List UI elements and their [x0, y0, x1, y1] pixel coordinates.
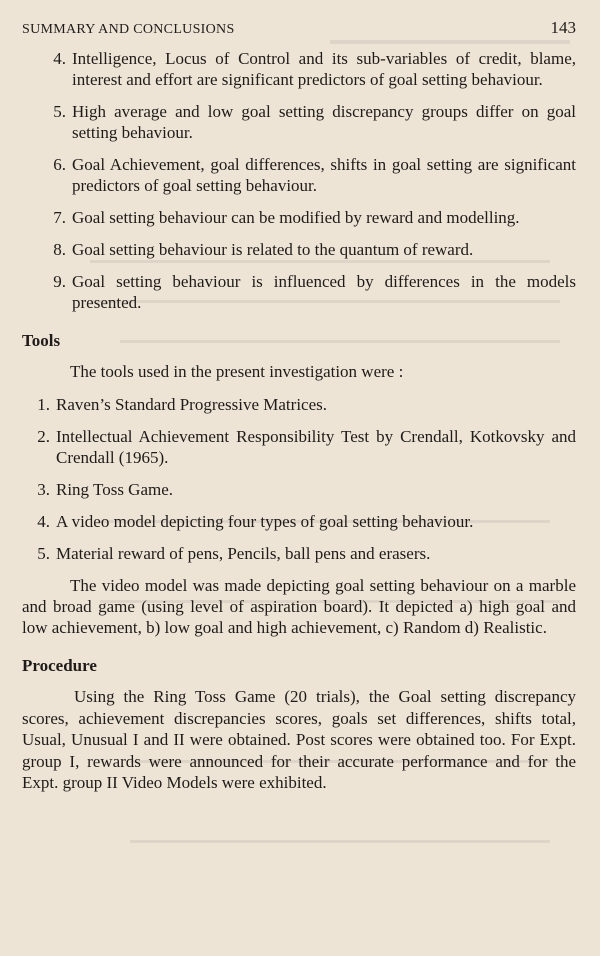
item-text: Raven’s Standard Progressive Matrices. [56, 395, 327, 414]
item-text: Intelligence, Locus of Control and its sub-variables of credit, blame, interest and effort are significant predictors of goal setting behaviour. [72, 49, 576, 89]
findings-list [22, 48, 576, 313]
procedure-paragraph: Using the Ring Toss Game (20 trials), the Goal setting discrepancy scores, achievement discrepancies scores, goals set differences, shifts total, Usual, Unusual I and II were obtained. Post scores were obtained too. For Expt. group I, rewards were announced for their accurate performance and for the Expt. group II Video Models were exhibited. [22, 687, 576, 792]
list-item [22, 479, 576, 500]
list-item [22, 48, 576, 90]
tools-list [22, 394, 576, 564]
item-text: Ring Toss Game. [56, 480, 174, 499]
list-item [22, 239, 576, 260]
list-item [22, 207, 576, 228]
list-item [22, 101, 576, 143]
page-number: 143 [550, 18, 576, 37]
item-number: 5. [53, 102, 66, 121]
item-number: 5. [37, 544, 50, 563]
list-item [22, 543, 576, 564]
item-number: 2. [37, 427, 50, 446]
running-title: SUMMARY AND CONCLUSIONS [22, 22, 235, 37]
tools-heading: Tools [22, 331, 61, 350]
item-number: 4. [53, 49, 66, 68]
item-text: A video model depicting four types of goal setting behaviour. [56, 512, 474, 531]
item-number: 4. [37, 512, 50, 531]
video-model-paragraph: The video model was made depicting goal setting behaviour on a marble and broad game (using level of aspiration board). It depicted a) high goal and low achievement, b) low goal and high achievement, c) Random d) Realistic. [22, 576, 576, 637]
item-text: High average and low goal setting discrepancy groups differ on goal setting behaviour. [72, 102, 576, 142]
item-text: Goal setting behaviour is influenced by differences in the models presented. [72, 272, 576, 312]
item-number: 1. [37, 395, 50, 414]
list-item [22, 426, 576, 468]
item-text: Material reward of pens, Pencils, ball pens and erasers. [56, 544, 431, 563]
procedure-heading: Procedure [22, 656, 97, 675]
tools-intro: The tools used in the present investigation were : [70, 362, 404, 381]
item-text: Goal setting behaviour is related to the quantum of reward. [72, 240, 474, 259]
list-item [22, 511, 576, 532]
running-header [22, 18, 576, 48]
item-number: 9. [53, 272, 66, 291]
list-item [22, 271, 576, 313]
item-number: 7. [53, 208, 66, 227]
item-number: 3. [37, 480, 50, 499]
item-text: Goal setting behaviour can be modified by reward and modelling. [72, 208, 520, 227]
list-item [22, 394, 576, 415]
item-text: Goal Achievement, goal differences, shifts in goal setting are significant predictors of goal setting behaviour. [72, 155, 576, 195]
list-item [22, 154, 576, 196]
item-text: Intellectual Achievement Responsibility Test by Crendall, Kotkovsky and Crendall (1965). [56, 427, 576, 467]
item-number: 6. [53, 155, 66, 174]
item-number: 8. [53, 240, 66, 259]
